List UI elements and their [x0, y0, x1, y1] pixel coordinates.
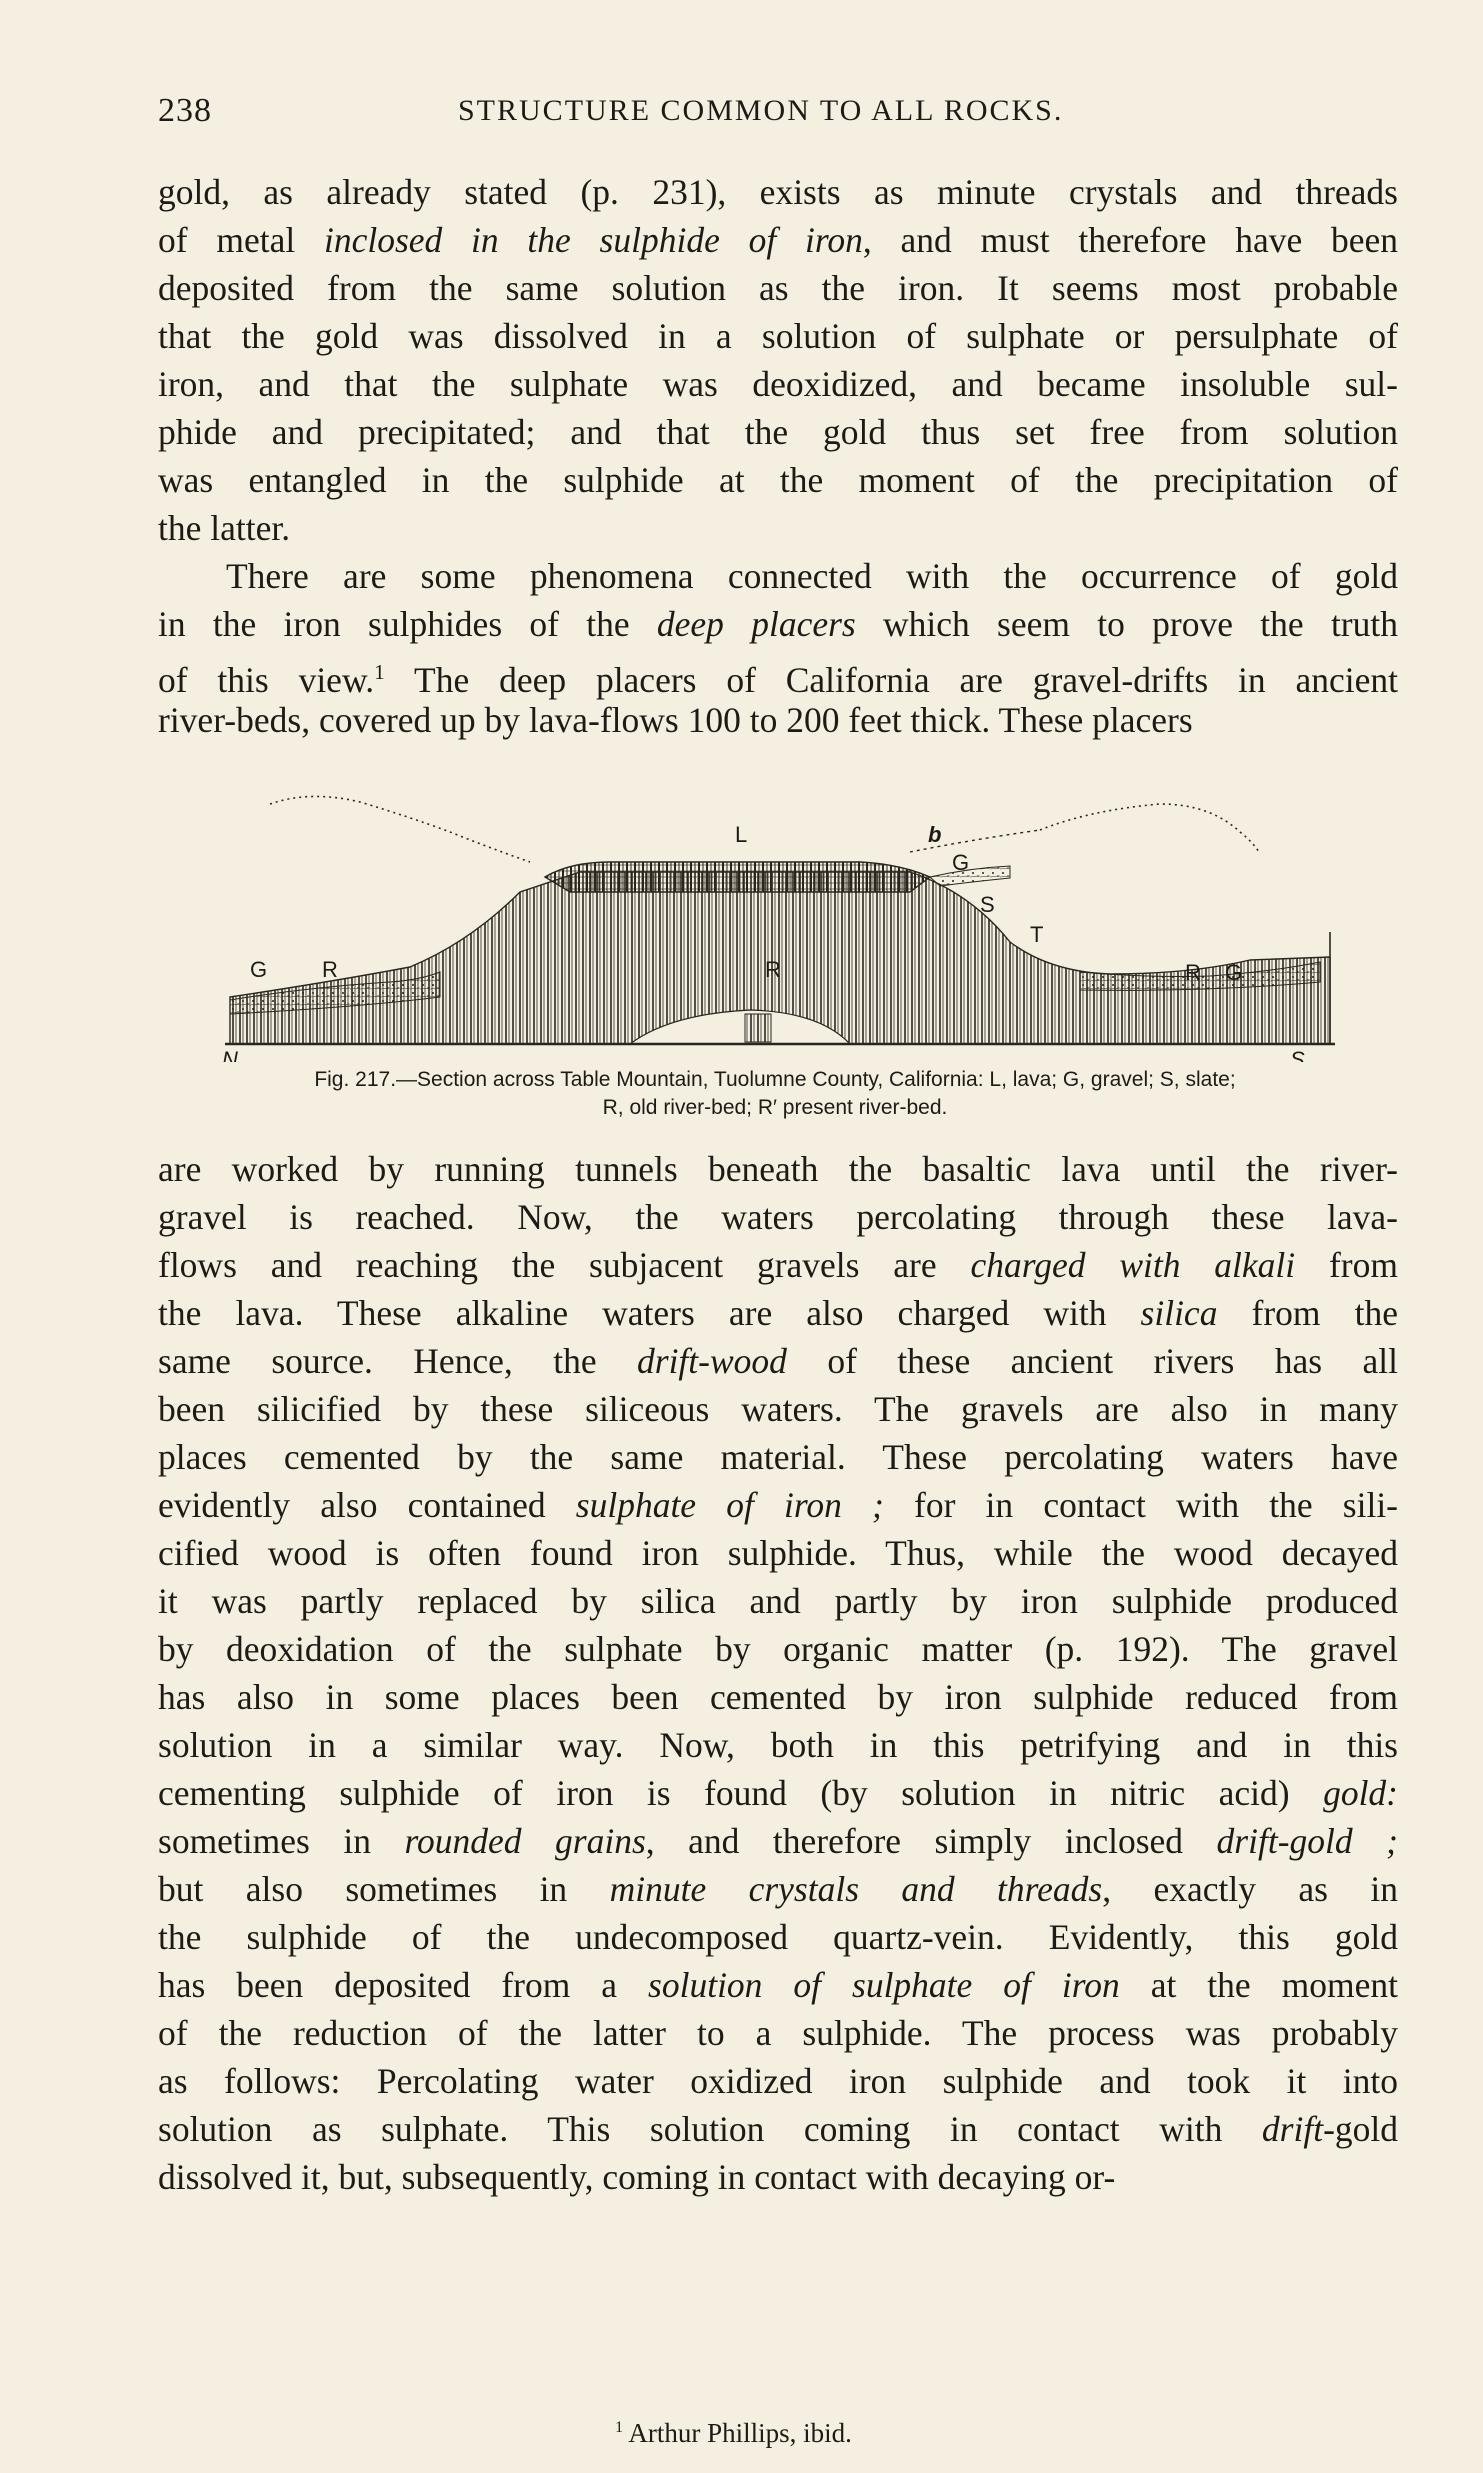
text-line: the sulphide of the undecomposed quartz-vein. Evidently, this gold: [158, 1917, 1398, 1957]
text-line: solution in a similar way. Now, both in this petrifying and in this: [158, 1725, 1398, 1765]
paragraph: [158, 168, 1398, 552]
text-line: cementing sulphide of iron is found (by solution in nitric acid) gold:: [158, 1773, 1398, 1813]
eroded-profile-left: [270, 796, 530, 862]
text-line: but also sometimes in minute crystals and threads, exactly as in: [158, 1869, 1398, 1909]
eroded-profile-right: [1040, 804, 1260, 854]
italic-run: minute crystals and threads: [609, 1869, 1103, 1909]
fig-label-G-right: G: [1225, 960, 1243, 985]
text-line: same source. Hence, the drift-wood of these ancient rivers has all: [158, 1341, 1398, 1381]
figure-section-table-mountain: [210, 782, 1360, 1062]
text-line: of this view.$^1$ The deep placers of California are gravel-drifts in ancient: [158, 659, 1398, 700]
footnote: [615, 2418, 852, 2449]
text-line: has been deposited from a solution of sulphate of iron at the moment: [158, 1965, 1398, 2005]
italic-run: rounded grains: [404, 1821, 646, 1861]
text-line: cified wood is often found iron sulphide. Thus, while the wood decayed: [158, 1533, 1398, 1573]
text-line: There are some phenomena connected with the occurrence of gold: [226, 556, 1398, 596]
footnote-reference: 1: [374, 660, 385, 684]
text-line: river-beds, covered up by lava-flows 100 to 200 feet thick. These placers: [158, 700, 1193, 740]
text-line: of the reduction of the latter to a sulphide. The process was probably: [158, 2013, 1398, 2053]
text-line: has also in some places been cemented by iron sulphide reduced from: [158, 1677, 1398, 1717]
page-number: 238: [158, 92, 212, 129]
italic-run: sulphate of iron ;: [575, 1485, 884, 1525]
text-line: been silicified by these siliceous waters. The gravels are also in many: [158, 1389, 1398, 1429]
text-line: of metal inclosed in the sulphide of iron, and must therefore have been: [158, 220, 1398, 260]
text-line: solution as sulphate. This solution coming in contact with drift-gold: [158, 2109, 1398, 2149]
fig-label-R-center: R: [765, 957, 781, 982]
italic-run: charged with alkali: [970, 1245, 1296, 1285]
italic-run: silica: [1140, 1293, 1218, 1333]
text-line: gravel is reached. Now, the waters percolating through these lava-: [158, 1197, 1398, 1237]
fig-label-S: S: [1290, 1047, 1305, 1062]
paragraph: [158, 552, 1398, 744]
running-title: STRUCTURE COMMON TO ALL ROCKS.: [458, 94, 1064, 127]
text-line: phide and precipitated; and that the gold thus set free from solution: [158, 412, 1398, 452]
text-line: iron, and that the sulphate was deoxidized, and became insoluble sul-: [158, 364, 1398, 404]
text-block-upper: [158, 168, 1398, 744]
italic-run: deep placers: [656, 604, 856, 644]
gravel-top: [930, 866, 1010, 886]
fig-label-R-right: R: [1185, 960, 1201, 985]
text-line: by deoxidation of the sulphate by organic matter (p. 192). The gravel: [158, 1629, 1398, 1669]
italic-run: gold:: [1323, 1773, 1398, 1813]
fig-label-G-top: G: [952, 850, 970, 875]
text-line: flows and reaching the subjacent gravels are charged with alkali from: [158, 1245, 1398, 1285]
fig-label-N: N: [222, 1047, 238, 1062]
text-line: are worked by running tunnels beneath the basaltic lava until the river-: [158, 1149, 1398, 1189]
geological-section-diagram: [210, 782, 1360, 1062]
footnote-mark: 1: [615, 2418, 624, 2436]
fig-label-G-left: G: [250, 957, 268, 982]
text-line: was entangled in the sulphide at the moment of the precipitation of: [158, 460, 1398, 500]
running-header: [158, 92, 1398, 136]
italic-run: drift-gold ;: [1216, 1821, 1398, 1861]
paragraph: [158, 1145, 1398, 2201]
text-line: evidently also contained sulphate of iron ; for in contact with the sili-: [158, 1485, 1399, 1525]
text-line: deposited from the same solution as the iron. It seems most probable: [158, 268, 1398, 308]
fig-label-S-top: S: [980, 892, 995, 917]
text-block-lower: [158, 1145, 1398, 2201]
text-line: the latter.: [158, 508, 291, 548]
text-line: gold, as already stated (p. 231), exists as minute crystals and threads: [158, 172, 1398, 212]
fig-label-L: L: [735, 822, 748, 847]
text-line: as follows: Percolating water oxidized iron sulphide and took it into: [158, 2061, 1398, 2101]
italic-run: solution of sulphate of iron: [648, 1965, 1120, 2005]
italic-run: drift: [1261, 2109, 1324, 2149]
text-line: places cemented by the same material. These percolating waters have: [158, 1437, 1398, 1477]
lava-cap: [545, 862, 930, 892]
figure-caption-line-1: Fig. 217.—Section across Table Mountain, Tuolumne County, California: L, lava; G, gravel; S, slate;: [314, 1068, 1236, 1091]
text-line: that the gold was dissolved in a solution of sulphate or persulphate of: [158, 316, 1398, 356]
footnote-text: Arthur Phillips, ibid.: [623, 2418, 852, 2448]
text-line: sometimes in rounded grains, and therefore simply inclosed drift-gold ;: [158, 1821, 1398, 1861]
fig-label-R-left: R: [322, 957, 338, 982]
text-line: dissolved it, but, subsequently, coming in contact with decaying or-: [158, 2157, 1116, 2197]
italic-run: inclosed in the sulphide of iron: [323, 220, 863, 260]
text-line: it was partly replaced by silica and partly by iron sulphide produced: [158, 1581, 1398, 1621]
fig-label-b: b: [928, 822, 942, 847]
text-line: the lava. These alkaline waters are also charged with silica from the: [158, 1293, 1398, 1333]
text-line: in the iron sulphides of the deep placers which seem to prove the truth: [158, 604, 1398, 644]
italic-run: drift-wood: [637, 1341, 787, 1381]
figure-caption-line-2: R, old river-bed; R′ present river-bed.: [602, 1096, 948, 1119]
fig-label-T: T: [1030, 922, 1044, 947]
